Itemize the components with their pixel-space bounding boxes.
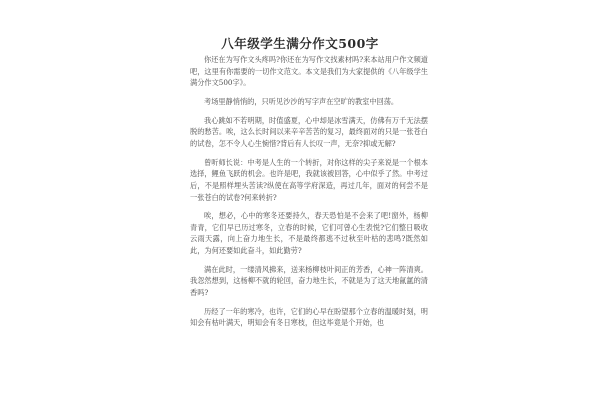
paragraph: 曾听师长说：中考是人生的一个转折，对你这样的尖子来说是一个根本选择，鲤鱼飞跃的机会。也许是吧，我就该被回答，心中似乎了然。中考过后，不是照样埋头苦读?纵使在高等学府深造，再过几年，面对的何尝不是一张苍白的试卷?何来转折? (190, 157, 428, 202)
paragraph: 我心跳如不若明期，时值盛夏，心中却是冰雪满天，仿佛有万千无法摆脱的愁苦。唉，这么长时间以来辛辛苦苦的复习，最终面对的只是一张苍白的试卷，怎不令人心生惋惜?背后有人长叹一声，无奈?抑或无解? (190, 115, 428, 148)
document-body (190, 54, 428, 329)
paragraph: 历经了一年的寒冷，也许，它们的心早在盼望那个立春的温暖时刻，明知会有枯叶满天，明知会有冬日寒枝，但这毕竟是个开始，也 (190, 306, 428, 328)
paragraph: 唉，想必，心中的寒冬还要持久，春天恐怕是不会来了吧!窗外，杨柳青青，它们早已历过寒冬，立春的时候，它们可曾心生表悦?它们整日吸收云雨天露，向上奋力地生长，不是最终都逃不过秋至叶枯的悲鸣?既然如此，为何还要如此奋斗，如此勤劳? (190, 211, 428, 256)
paragraph: 考场里静悄悄的，只听见沙沙的写字声在空旷的教室中回荡。 (204, 96, 399, 106)
document-title: 八年级学生满分作文500字 (221, 36, 379, 51)
paragraph: 满在此时，一缕清风拂来，送来杨柳枝叶间正的芳香，心神一阵清爽。我忽然想到，这杨柳不就的轮回，奋力地生长，不就是为了这天地氤氲的清香吗? (190, 264, 428, 298)
paragraph: 你还在为写作文头疼吗?你还在为写作文找素材吗?来本站用户作文频道吧，这里有你需要的一切作文范文。本文是我们为大家提供的《八年级学生满分作文500字》。 (190, 55, 428, 88)
